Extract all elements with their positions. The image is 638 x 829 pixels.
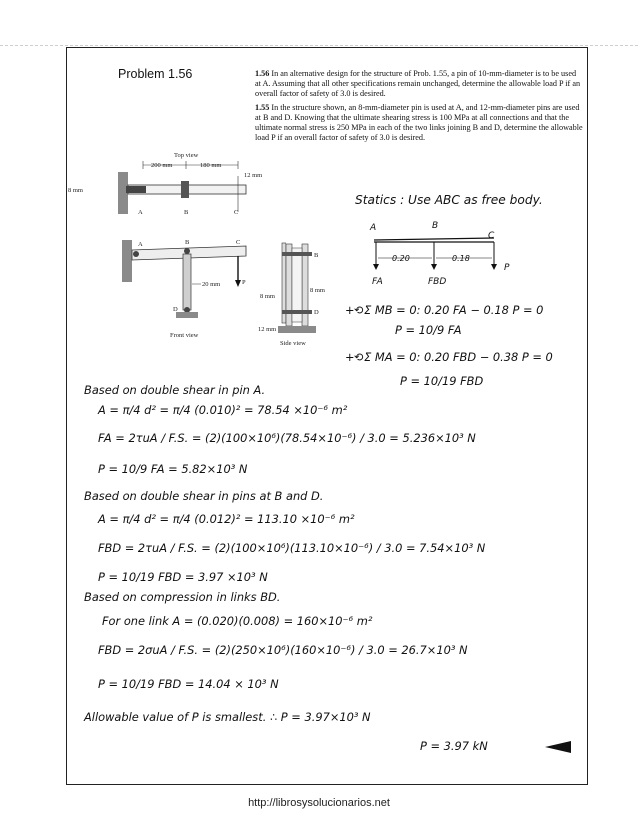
p-case-2: P = 10/19 FBD = 3.97 ×10³ N xyxy=(98,570,268,584)
problem-number: 1.55 xyxy=(255,103,270,112)
label-d-front: D xyxy=(173,306,178,313)
dim-8-side-left: 8 mm xyxy=(260,293,275,300)
pin-a-top-view xyxy=(126,186,146,193)
wall-front-view xyxy=(122,240,132,282)
problem-1-55-text xyxy=(255,103,583,143)
moment-eq-b: +⟲Σ MB = 0: 0.20 FA − 0.18 P = 0 xyxy=(345,303,544,317)
pin-b-top-view xyxy=(181,181,189,198)
label-a-front: A xyxy=(138,241,143,248)
problem-number: 1.56 xyxy=(255,69,270,78)
free-body-diagram xyxy=(360,220,535,290)
area-pin-a: A = π/4 d² = π/4 (0.010)² = 78.54 ×10⁻⁶ m² xyxy=(98,403,348,417)
label-p-front: P xyxy=(242,279,246,286)
page-separator xyxy=(0,45,638,46)
force-fbd-compression: FBD = 2σuA / F.S. = (2)(250×10⁶)(160×10⁻⁶) / 3.0 = 26.7×10³ N xyxy=(98,643,468,657)
label-c-front: C xyxy=(236,239,241,246)
label-c-top: C xyxy=(234,209,239,216)
fbd-distance-2: 0.18 xyxy=(452,254,470,263)
p-from-fa: P = 10/9 FA xyxy=(395,323,462,337)
p-case-3: P = 10/19 FBD = 14.04 × 10³ N xyxy=(98,677,279,691)
problem-statement: In an alternative design for the structure of Prob. 1.55, a pin of 10-mm-diameter is to be used at A. Assuming that all other specifications remain unchanged, determine the allowable load P if an overall factor of safety of 3.0 is desired. xyxy=(255,69,581,99)
problem-statement: In the structure shown, an 8-mm-diameter pin is used at A, and 12-mm-diameter pins are used at B and D. Knowing that the ultimate shearing stress is 100 MPa at all connections and that the ultimate normal stress is 250 MPa in each of the two links joining B and D, determine the allowable load P if an overall factor of safety of 3.0 is desired. xyxy=(255,103,583,143)
fbd-force-fa: FA xyxy=(372,277,383,287)
case-pins-bd-heading: Based on double shear in pins at B and D. xyxy=(84,489,324,503)
fbd-distance-1: 0.20 xyxy=(392,254,410,263)
dim-20-label: 20 mm xyxy=(202,281,221,288)
side-view-label: Side view xyxy=(280,340,306,347)
fbd-force-p: P xyxy=(504,263,510,273)
area-link: For one link A = (0.020)(0.008) = 160×10⁻⁶ m² xyxy=(102,614,373,628)
front-view-label: Front view xyxy=(170,332,199,339)
top-view-label: Top view xyxy=(174,152,199,159)
fbd-label-b: B xyxy=(432,221,439,231)
label-b-top: B xyxy=(184,209,189,216)
label-b-front: B xyxy=(185,239,190,246)
moment-eq-a: +⟲Σ MA = 0: 0.20 FBD − 0.38 P = 0 xyxy=(345,350,553,364)
dim-12-top-label: 12 mm xyxy=(244,172,263,179)
case-pin-a-heading: Based on double shear in pin A. xyxy=(84,383,266,397)
dim-12-side: 12 mm xyxy=(258,326,277,333)
side-view-figure xyxy=(258,240,333,355)
label-b-side: B xyxy=(314,252,319,259)
force-fbd-shear: FBD = 2τuA / F.S. = (2)(100×10⁶)(113.10×10⁻⁶) / 3.0 = 7.54×10³ N xyxy=(98,541,486,555)
label-d-side: D xyxy=(314,309,319,316)
force-fa: FA = 2τuA / F.S. = (2)(100×10⁶)(78.54×10⁻⁶) / 3.0 = 5.236×10³ N xyxy=(98,431,476,445)
fbd-force-fbd: FBD xyxy=(428,277,447,287)
answer-arrow-icon xyxy=(545,741,571,753)
p-from-fbd: P = 10/19 FBD xyxy=(400,374,484,388)
problem-1-56-text xyxy=(255,69,583,99)
allowable-value-line: Allowable value of P is smallest. ∴ P = 3.97×10³ N xyxy=(84,710,371,724)
dim-200-label: 200 mm xyxy=(151,162,173,169)
structure-figure xyxy=(66,140,286,355)
dim-8-left-label: 8 mm xyxy=(68,187,83,194)
fbd-label-c: C xyxy=(488,231,495,241)
statics-heading: Statics : Use ABC as free body. xyxy=(355,193,543,207)
problem-title: Problem 1.56 xyxy=(118,67,193,81)
p-case-1: P = 10/9 FA = 5.82×10³ N xyxy=(98,462,248,476)
link-bd-front xyxy=(183,254,191,310)
dim-8-side-right: 8 mm xyxy=(310,287,325,294)
final-answer: P = 3.97 kN xyxy=(420,739,488,753)
dim-180-label: 180 mm xyxy=(200,162,222,169)
fbd-label-a: A xyxy=(370,223,377,233)
area-pins-bd: A = π/4 d² = π/4 (0.012)² = 113.10 ×10⁻⁶ m² xyxy=(98,512,355,526)
footer-url[interactable]: http://librosysolucionarios.net xyxy=(248,797,390,809)
case-links-heading: Based on compression in links BD. xyxy=(84,590,281,604)
label-a-top: A xyxy=(138,209,143,216)
support-d-front xyxy=(176,312,198,318)
